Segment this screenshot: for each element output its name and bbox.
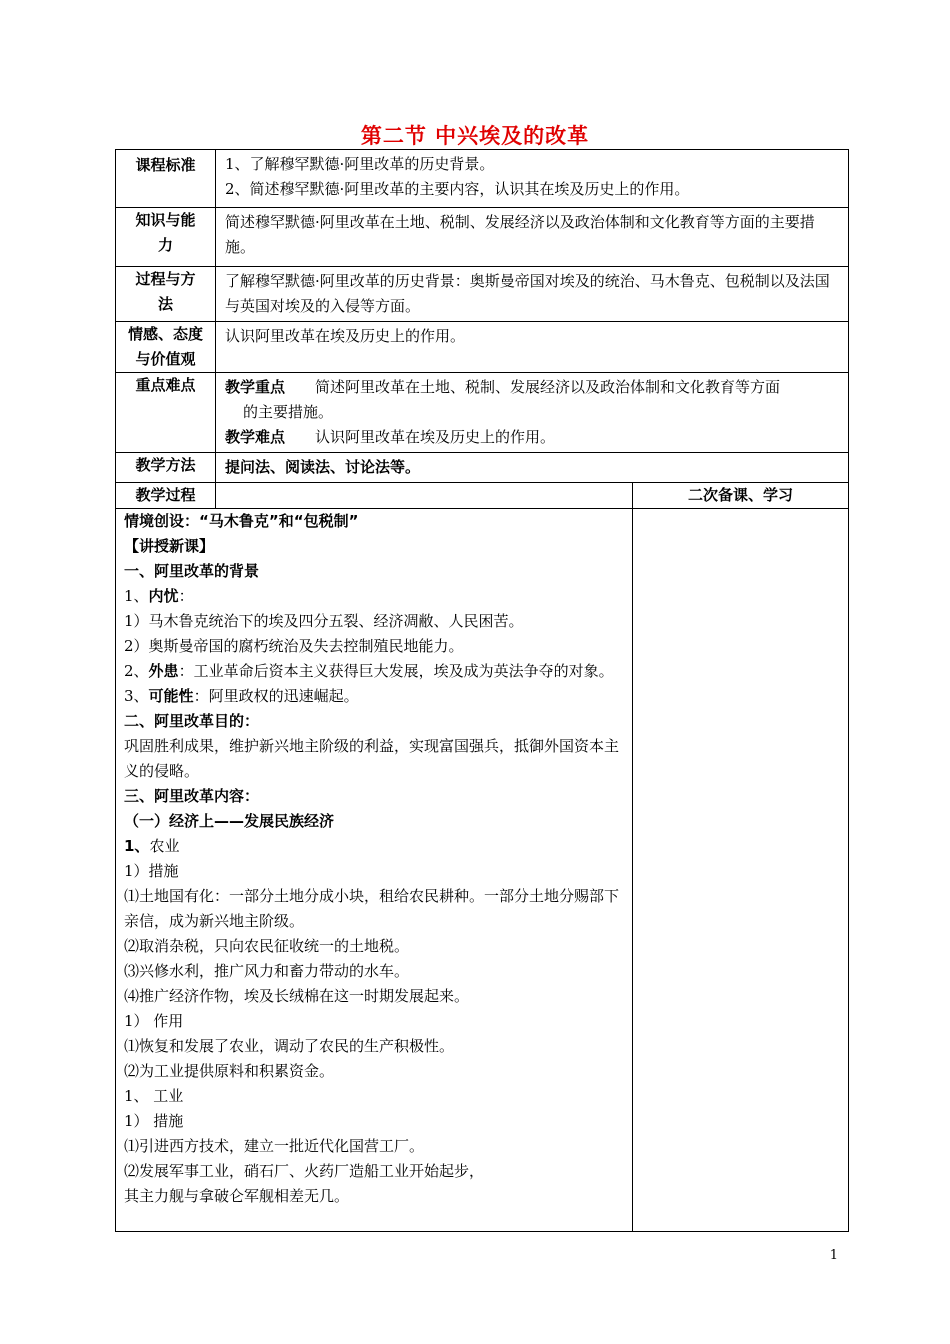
- row-knowledge: [116, 208, 849, 267]
- row-standard: [116, 150, 849, 208]
- process-line-text: ：: [178, 587, 194, 605]
- process-line-text: 1）马木鲁克统治下的埃及四分五裂、经济凋敝、人民困苦。: [124, 612, 524, 630]
- row-method: [116, 453, 849, 483]
- process-line: [124, 959, 626, 984]
- label-process-method: [116, 267, 216, 322]
- process-line: [124, 1134, 626, 1159]
- row-emotion: [116, 322, 849, 373]
- process-line: [124, 1034, 626, 1059]
- process-line-text: 1） 作用: [124, 1012, 184, 1030]
- process-line: [124, 834, 626, 859]
- process-line-text: （一）经济上——发展民族经济: [124, 812, 335, 830]
- label-standard: [116, 150, 216, 208]
- standard-line-2: 2、简述穆罕默德·阿里改革的主要内容，认识其在埃及历史上的作用。: [225, 180, 690, 198]
- process-line-text: 情境创设：“马木鲁克”和“包税制”: [124, 512, 359, 530]
- process-line-text: 农业: [149, 837, 180, 855]
- lesson-plan-table: [115, 149, 849, 1232]
- process-line-text: ：工业革命后资本主义获得巨大发展，埃及成为英法争夺的对象。: [178, 662, 614, 680]
- process-line: [124, 734, 626, 784]
- process-line-emphasis: 外患: [148, 662, 179, 680]
- process-line: [124, 1084, 626, 1109]
- row-process-content: [116, 509, 849, 1232]
- label-emotion-text: 情感、态度与价值观: [127, 325, 203, 368]
- difficulty-text: 认识阿里改革在埃及历史上的作用。: [315, 428, 556, 446]
- process-line-prefix: 1、: [124, 587, 149, 605]
- row-process-header: [116, 483, 849, 509]
- process-line: [124, 1009, 626, 1034]
- process-line-text: ⑷推广经济作物，埃及长绒棉在这一时期发展起来。: [124, 987, 470, 1005]
- process-line: [124, 884, 626, 934]
- label-method: [116, 453, 216, 483]
- process-line: [124, 784, 626, 809]
- standard-line-1: 1、了解穆罕默德·阿里改革的历史背景。: [225, 155, 495, 173]
- process-line-text: ⑴引进西方技术，建立一批近代化国营工厂。: [124, 1137, 425, 1155]
- process-line-text: 【讲授新课】: [124, 537, 215, 555]
- process-line: [124, 559, 626, 584]
- method-text: 提问法、阅读法、讨论法等。: [225, 458, 421, 476]
- knowledge-text: 简述穆罕默德·阿里改革在土地、税制、发展经济以及政治体制和文化教育等方面的主要措施。: [225, 213, 815, 256]
- key-text-cont: 的主要措施。: [243, 403, 334, 421]
- label-standard-text: 课程标准: [135, 156, 196, 174]
- process-line: [124, 584, 626, 609]
- label-keypoints-text: 重点难点: [135, 376, 196, 394]
- row-keypoints: [116, 373, 849, 453]
- label-notes-text: 二次备课、学习: [688, 486, 794, 504]
- process-line-emphasis: 内忧: [148, 587, 179, 605]
- process-line-text: 一、阿里改革的背景: [124, 562, 260, 580]
- process-line-text: ⑴土地国有化：一部分土地分成小块，租给农民耕种。一部分土地分赐部下亲信，成为新兴地主阶级。: [124, 887, 620, 930]
- process-line-text: ：阿里政权的迅速崛起。: [193, 687, 359, 705]
- label-process-method-text: 过程与方法: [135, 270, 196, 313]
- label-emotion: [116, 322, 216, 373]
- label-process: [116, 483, 216, 509]
- process-content: [116, 509, 632, 1211]
- process-line-text: 三、阿里改革内容：: [124, 787, 260, 805]
- process-line-prefix: 2、: [124, 662, 149, 680]
- key-text: 简述阿里改革在土地、税制、发展经济以及政治体制和文化教育等方面: [315, 378, 781, 396]
- process-line-text: 巩固胜利成果，维护新兴地主阶级的利益，实现富国强兵，抵御外国资本主义的侵略。: [124, 737, 620, 780]
- page-title: 第二节 中兴埃及的改革: [360, 124, 590, 148]
- process-line: [124, 934, 626, 959]
- process-line: [124, 509, 626, 534]
- label-notes: [633, 483, 849, 509]
- process-line-text: ⑶兴修水利，推广风力和畜力带动的水车。: [124, 962, 410, 980]
- process-line-prefix: 3、: [124, 687, 149, 705]
- row-process-method: [116, 267, 849, 322]
- process-line: [124, 1059, 626, 1084]
- label-knowledge: [116, 208, 216, 267]
- process-line: [124, 1109, 626, 1134]
- process-line: [124, 609, 626, 634]
- process-line-prefix: 1、: [124, 837, 150, 855]
- notes-cell: [633, 509, 849, 1232]
- label-method-text: 教学方法: [135, 456, 196, 474]
- process-line-text: 1、 工业: [124, 1087, 184, 1105]
- process-line-text: ⑵发展军事工业，硝石厂、火药厂造船工业开始起步，: [124, 1162, 485, 1180]
- emotion-text: 认识阿里改革在埃及历史上的作用。: [225, 327, 466, 345]
- process-line-text: 1）措施: [124, 862, 179, 880]
- page-number: 1: [829, 1248, 838, 1263]
- process-line-text: ⑴恢复和发展了农业，调动了农民的生产积极性。: [124, 1037, 455, 1055]
- process-line-text: 二、阿里改革目的：: [124, 712, 260, 730]
- process-line-text: ⑵取消杂税，只向农民征收统一的土地税。: [124, 937, 410, 955]
- process-line: [124, 809, 626, 834]
- process-line: [124, 859, 626, 884]
- label-keypoints: [116, 373, 216, 453]
- process-line-text: 其主力舰与拿破仑军舰相差无几。: [124, 1187, 350, 1205]
- process-line: [124, 634, 626, 659]
- process-line: [124, 659, 626, 684]
- difficulty-label: 教学难点: [225, 428, 286, 446]
- process-method-text: 了解穆罕默德·阿里改革的历史背景：奥斯曼帝国对埃及的统治、马木鲁克、包税制以及法国与英国对埃及的入侵等方面。: [225, 272, 830, 315]
- process-line: [124, 709, 626, 734]
- process-line-text: ⑵为工业提供原料和积累资金。: [124, 1062, 335, 1080]
- label-knowledge-text: 知识与能力: [135, 211, 196, 254]
- process-line: [124, 1159, 626, 1184]
- process-line-emphasis: 可能性: [148, 687, 194, 705]
- label-process-text: 教学过程: [135, 486, 196, 504]
- process-line: [124, 1184, 626, 1209]
- process-line: [124, 684, 626, 709]
- key-label: 教学重点: [225, 378, 286, 396]
- process-line: [124, 534, 626, 559]
- process-line-text: 1） 措施: [124, 1112, 184, 1130]
- process-line-text: 2）奥斯曼帝国的腐朽统治及失去控制殖民地能力。: [124, 637, 464, 655]
- process-line: [124, 984, 626, 1009]
